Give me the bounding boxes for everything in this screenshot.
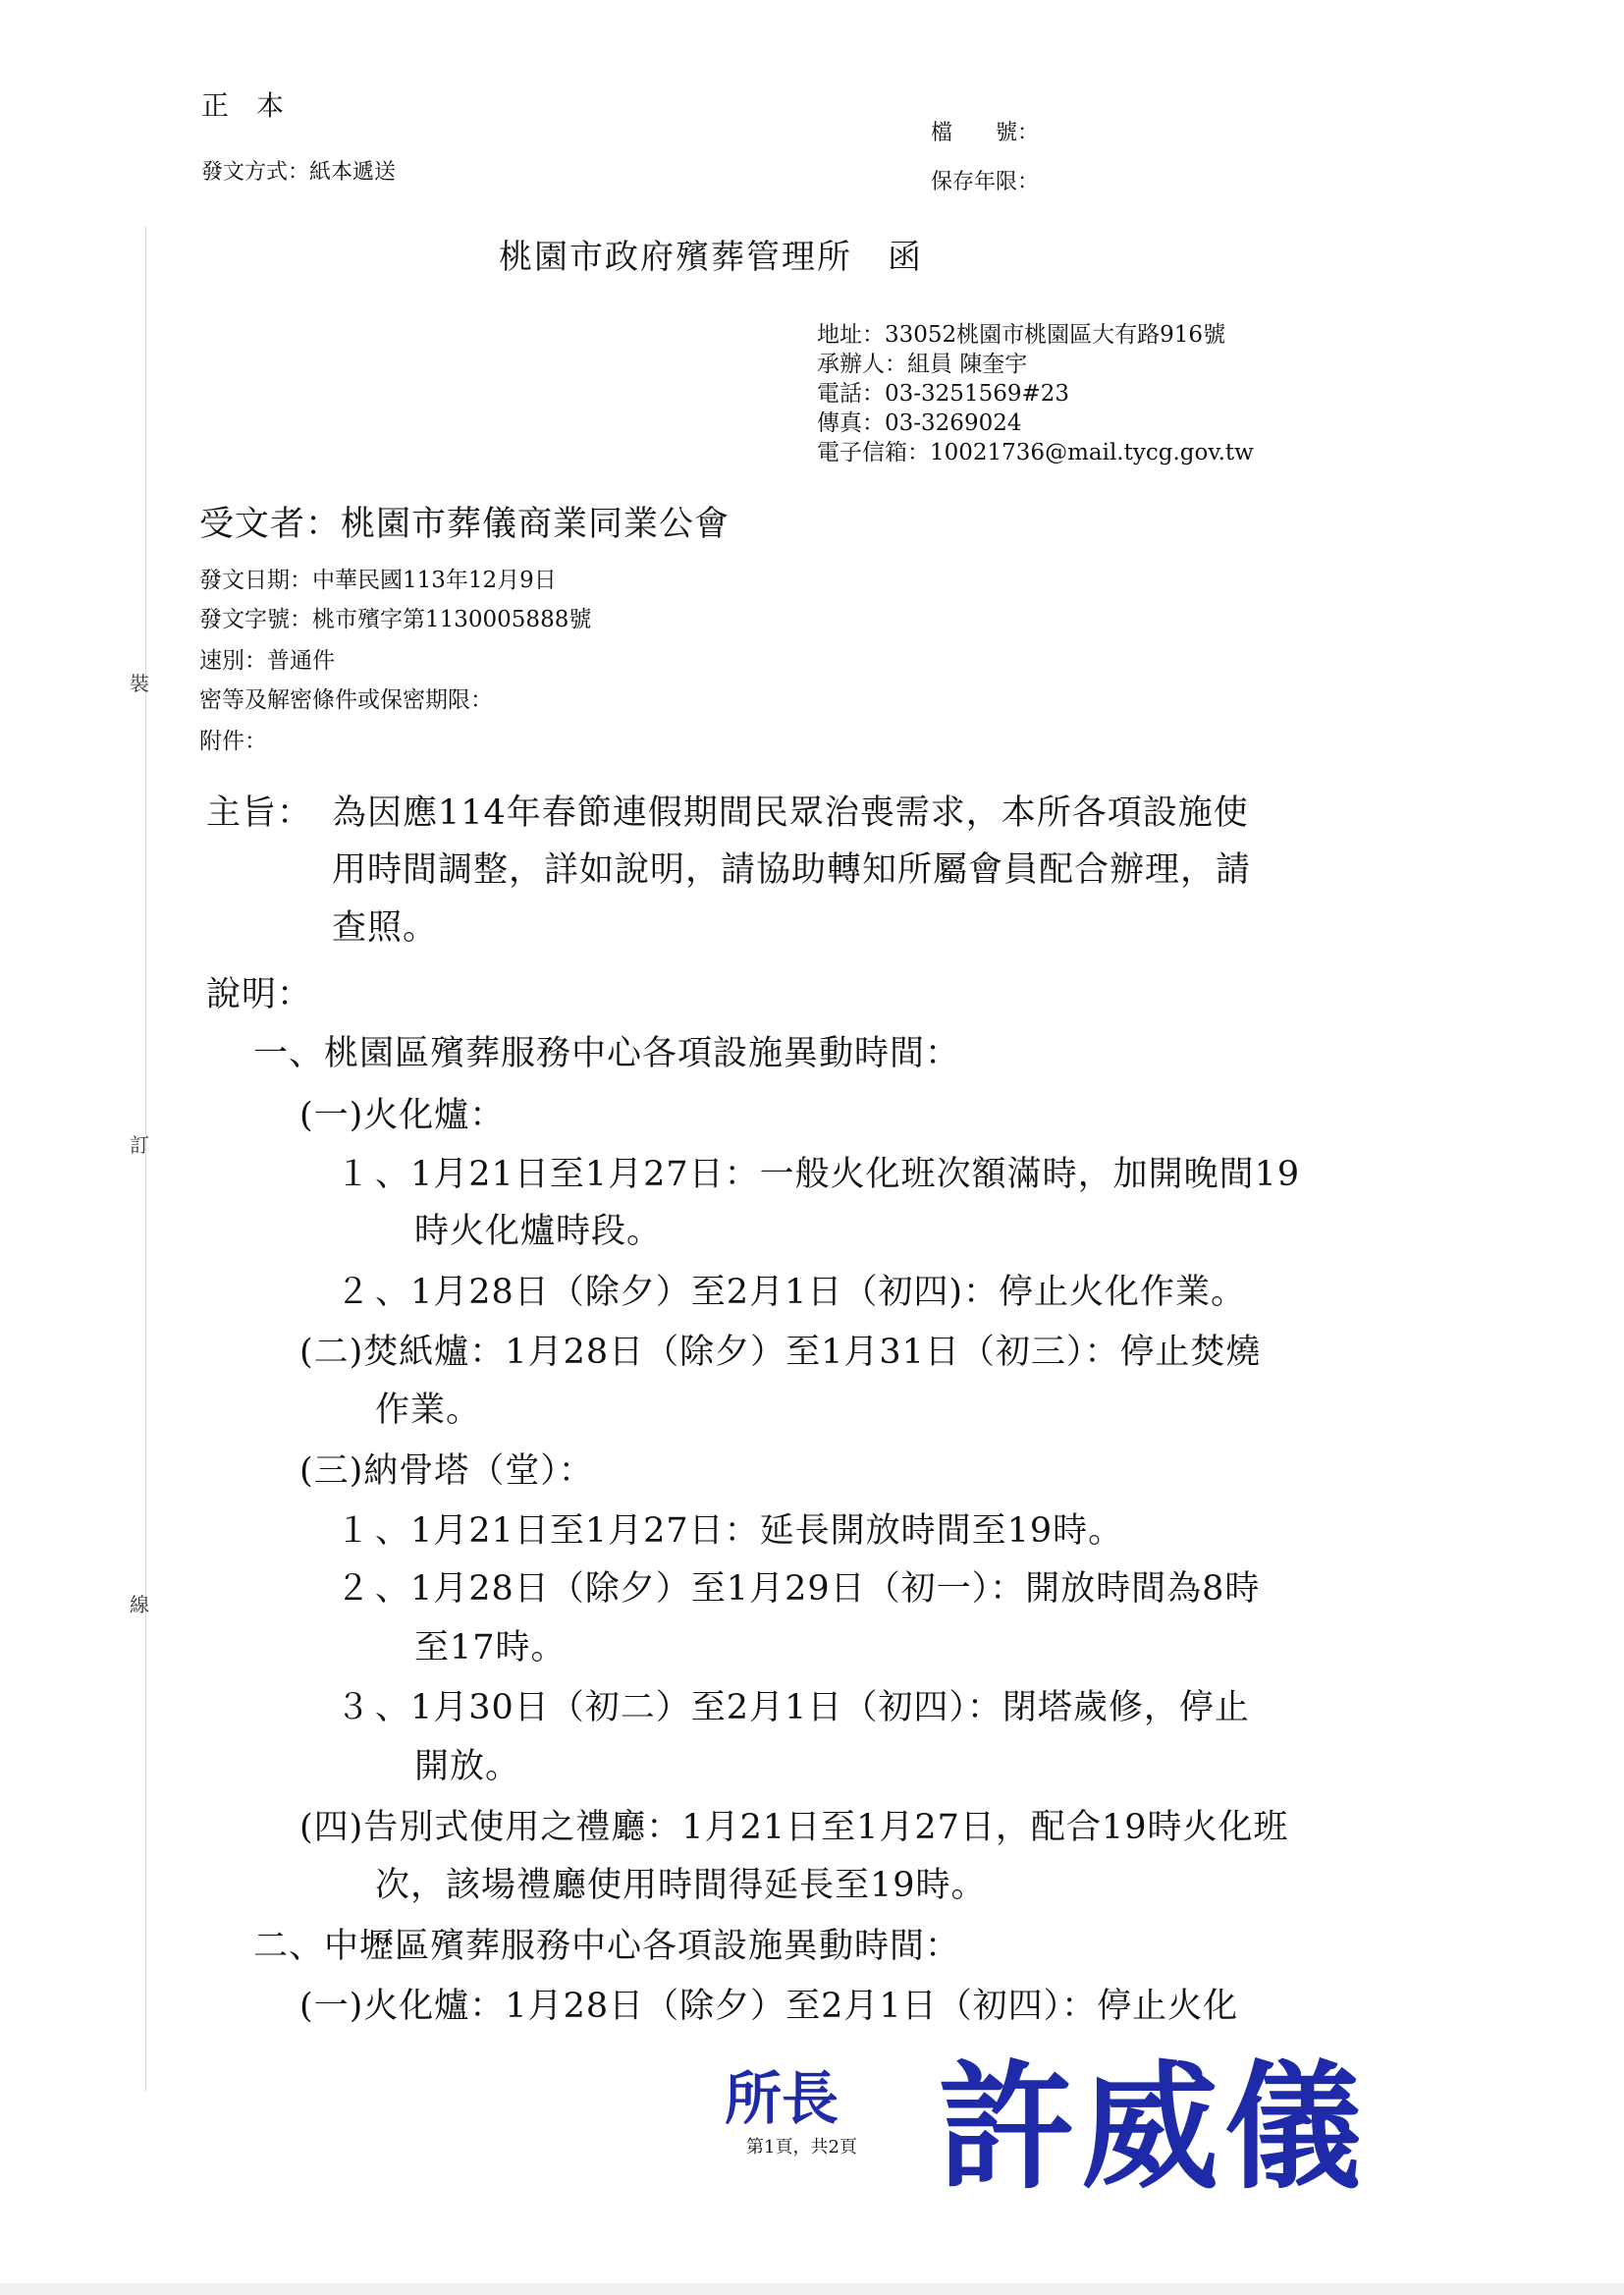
speed-class: 速別：普通件 [199,648,335,674]
sender-phone: 電話：03-3251569#23 [817,381,1070,407]
subject-line: 用時間調整，詳如說明，請協助轉知所屬會員配合辦理，請 [332,850,1252,890]
subitem-line: 、1月21日至1月27日：一般火化班次額滿時，加開晚間19 [375,1155,1301,1194]
recipient: 受文者：桃園市葬儀商業同業公會 [199,505,731,544]
item-title: (一)火化爐： [299,1096,506,1135]
sender-fax: 傳真：03-3269024 [817,410,1022,436]
subitem-line: 時火化爐時段。 [414,1212,663,1251]
subitem-line: 、1月21日至1月27日：延長開放時間至19時。 [375,1511,1124,1551]
subject-line: 為因應114年春節連假期間民眾治喪需求，本所各項設施使 [332,793,1249,833]
binding-mark-ding: 訂 [130,1133,149,1157]
binding-mark-xian: 線 [130,1593,149,1616]
item-line: (四)告別式使用之禮廳：1月21日至1月27日，配合19時火化班 [299,1808,1289,1847]
director-name-stamp: 許威儀 [938,2048,1369,2209]
attachment: 附件： [199,729,267,754]
section-heading: 二、中壢區殯葬服務中心各項設施異動時間： [253,1927,961,1966]
document-title: 桃園市政府殯葬管理所 函 [499,238,923,277]
binding-line [145,226,146,2092]
file-number: 檔 號： [931,121,1040,145]
subitem-number: ２ [336,1273,372,1312]
sender-handler: 承辦人：組員 陳奎宇 [817,352,1028,377]
subitem-line: 、1月28日（除夕）至2月1日（初四)：停止火化作業。 [375,1273,1246,1312]
section-heading: 一、桃園區殯葬服務中心各項設施異動時間： [253,1034,961,1073]
item-title: (三)納骨塔（堂）： [299,1451,594,1491]
document-number: 發文字號：桃市殯字第1130005888號 [199,607,592,632]
subject-label: 主旨： [206,793,313,833]
subitem-line: 、1月30日（初二）至2月1日（初四）：閉塔歲修，停止 [375,1688,1250,1727]
sender-email: 電子信箱：10021736@mail.tycg.gov.tw [817,440,1254,465]
subitem-number: １ [336,1155,372,1194]
subitem-line: 、1月28日（除夕）至1月29日（初一）：開放時間為8時 [375,1569,1261,1609]
director-title-stamp: 所長 [725,2065,839,2132]
subitem-line: 開放。 [414,1747,521,1786]
retention-period: 保存年限： [931,170,1040,194]
binding-mark-zhuang: 裝 [130,672,149,695]
send-method: 發文方式：紙本遞送 [201,160,397,185]
item-line: 作業。 [375,1391,482,1430]
subitem-number: ２ [336,1569,372,1609]
security-level: 密等及解密條件或保密期限： [199,687,493,713]
item-line: 次，該場禮廳使用時間得延長至19時。 [375,1866,987,1905]
page-number: 第1頁，共2頁 [746,2137,857,2158]
subitem-number: ３ [336,1688,372,1727]
page-bottom-edge [0,2283,1624,2295]
item-line: (二)焚紙爐：1月28日（除夕）至1月31日（初三）：停止焚燒 [299,1333,1262,1372]
sender-info [817,320,1254,467]
subject-line: 查照。 [332,908,439,948]
sender-address: 地址：33052桃園市桃園區大有路916號 [817,322,1226,348]
subitem-number: １ [336,1511,372,1551]
copy-type: 正 本 [201,89,285,122]
subitem-line: 至17時。 [414,1628,567,1667]
item-line: (一)火化爐：1月28日（除夕）至2月1日（初四）：停止火化 [299,1987,1239,2026]
explanation-label: 說明： [206,975,313,1014]
issue-date: 發文日期：中華民國113年12月9日 [199,568,557,593]
